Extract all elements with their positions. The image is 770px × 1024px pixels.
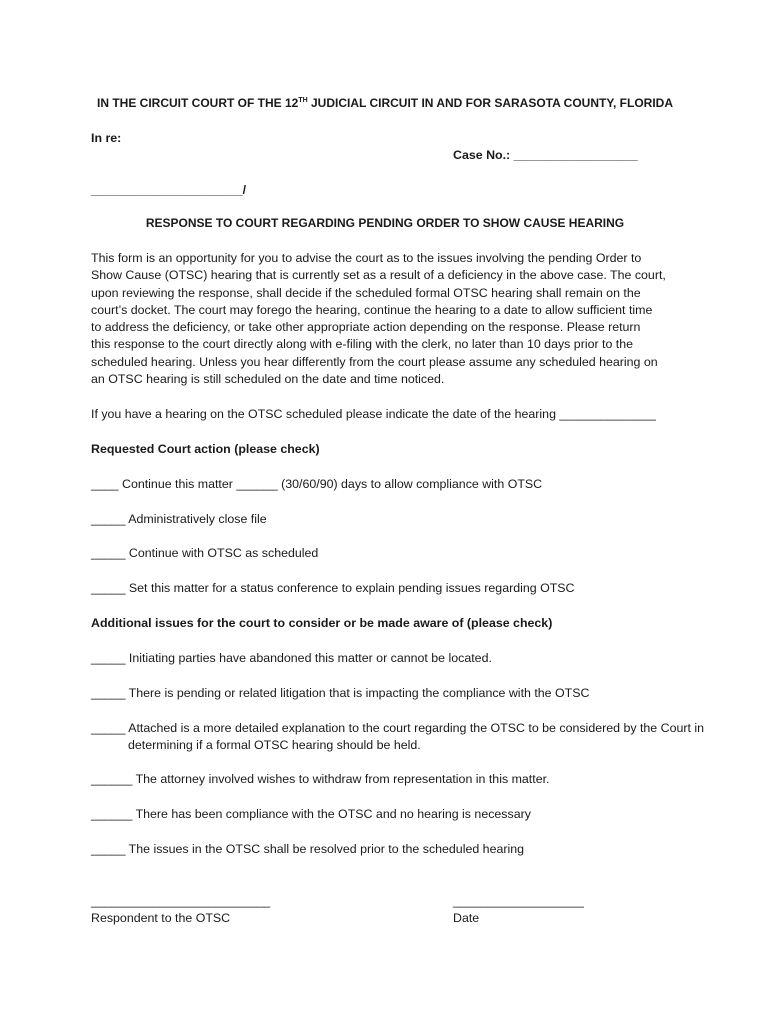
requested-action-heading: Requested Court action (please check): [91, 442, 320, 456]
date-signature-line[interactable]: ___________________: [453, 894, 584, 908]
additional-issues-heading: Additional issues for the court to consider or be made aware of (please check): [91, 616, 553, 630]
intro-line: upon reviewing the response, shall decide if the scheduled formal OTSC hearing shall remain on the: [91, 285, 641, 300]
issue-pending-litigation[interactable]: _____ There is pending or related litigation that is impacting the compliance with the OTSC: [91, 686, 590, 700]
respondent-label: Respondent to the OTSC: [91, 911, 231, 925]
issue-attorney-withdraw[interactable]: ______ The attorney involved wishes to withdraw from representation in this matter.: [91, 772, 550, 786]
option-continue-matter[interactable]: ____ Continue this matter ______ (30/60/90) days to allow compliance with OTSC: [91, 477, 543, 491]
intro-line: this response to the court directly along with e-filing with the clerk, no later than 10 days prior to the: [91, 337, 634, 352]
issue-attached-explanation[interactable]: _____ Attached is a more detailed explanation to the court regarding the OTSC to be considered by the Court in determining if a formal OTSC hearing should be held.: [91, 721, 705, 753]
option-continue-otsc[interactable]: _____ Continue with OTSC as scheduled: [91, 546, 319, 560]
in-re-label: In re:: [91, 131, 122, 145]
party-name-line: ______________________/: [91, 183, 247, 197]
issue-resolved-prior[interactable]: _____ The issues in the OTSC shall be resolved prior to the scheduled hearing: [91, 842, 525, 856]
case-number-field: Case No.: __________________: [453, 148, 638, 162]
intro-line: an OTSC hearing is still scheduled on the date and time noticed.: [91, 372, 445, 387]
option-close-file[interactable]: _____ Administratively close file: [91, 512, 267, 526]
court-title-suffix: JUDICIAL CIRCUIT IN AND FOR SARASOTA COUNTY, FLORIDA: [307, 96, 674, 110]
court-title: [0, 95, 770, 112]
intro-line: Show Cause (OTSC) hearing that is currently set as a result of a deficiency in the above case. The court,: [91, 268, 666, 283]
court-title-ordinal: TH: [298, 97, 308, 104]
form-title: RESPONSE TO COURT REGARDING PENDING ORDER TO SHOW CAUSE HEARING: [145, 216, 625, 230]
intro-paragraph: [91, 250, 691, 388]
hearing-date-prompt[interactable]: If you have a hearing on the OTSC scheduled please indicate the date of the hearing ______________: [91, 407, 656, 421]
intro-line: This form is an opportunity for you to advise the court as to the issues involving the pending Order to: [91, 251, 642, 265]
court-title-prefix: IN THE CIRCUIT COURT OF THE 12: [96, 96, 299, 110]
intro-line: scheduled hearing. Unless you hear differently from the court please assume any scheduled hearing on: [91, 354, 658, 369]
respondent-signature-line[interactable]: __________________________: [91, 894, 271, 908]
issue-parties-abandoned[interactable]: _____ Initiating parties have abandoned this matter or cannot be located.: [91, 651, 492, 665]
intro-line: to address the deficiency, or take other appropriate action depending on the response. Please return: [91, 320, 641, 335]
date-label: Date: [453, 911, 480, 925]
intro-line: court’s docket. The court may forego the hearing, continue the hearing to a date to allow sufficient time: [91, 302, 653, 317]
issue-compliance[interactable]: ______ There has been compliance with the OTSC and no hearing is necessary: [91, 807, 531, 821]
option-status-conference[interactable]: _____ Set this matter for a status conference to explain pending issues regarding OTSC: [91, 581, 575, 595]
